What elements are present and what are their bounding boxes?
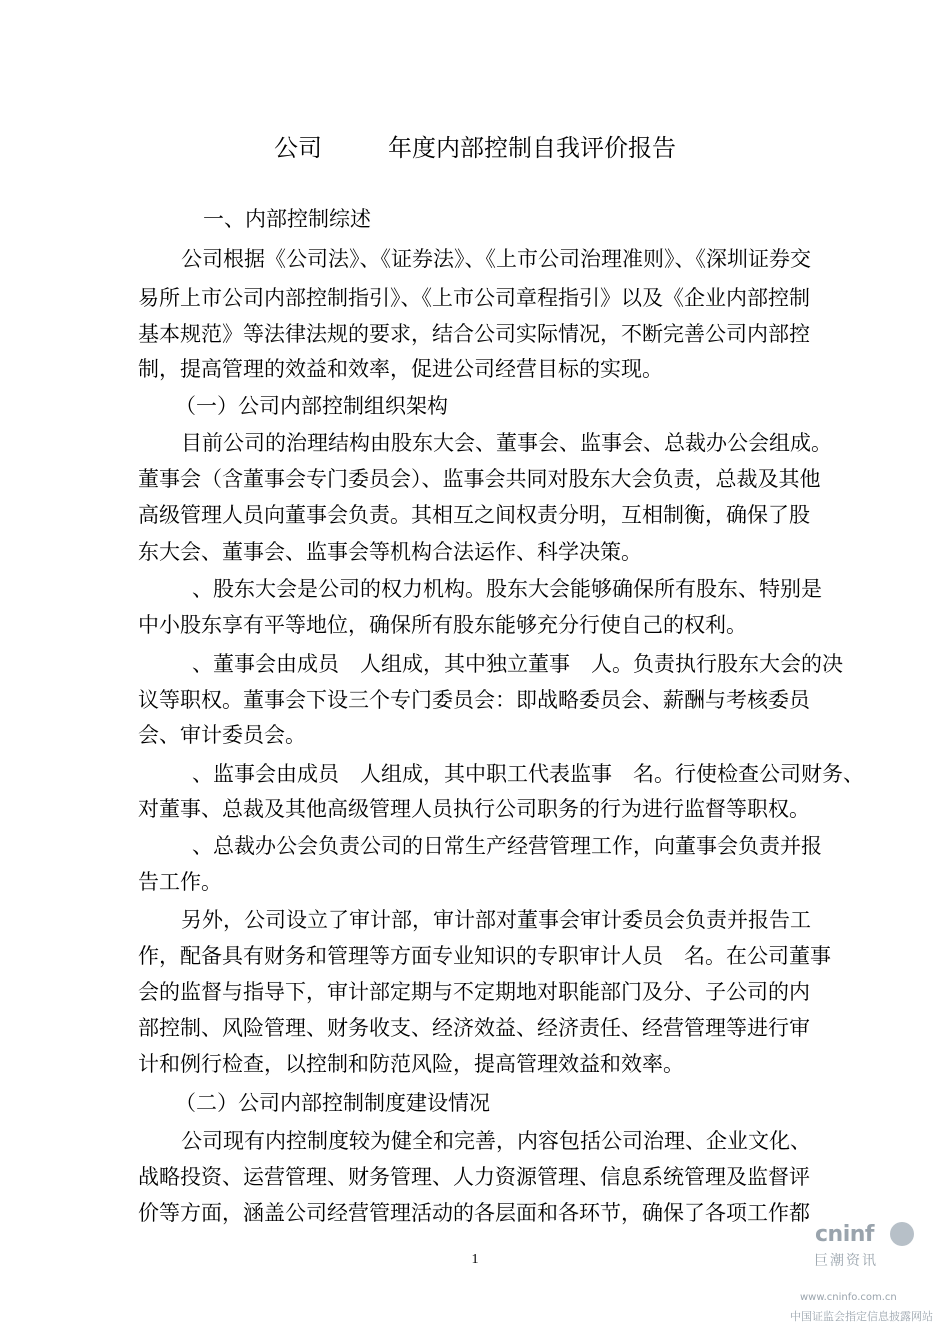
paragraph-line: 、监事会由成员 人组成，其中职工代表监事 名。行使检查公司财务、 (192, 762, 864, 786)
page-number: 1 (471, 1252, 479, 1267)
logo-url: www.cninfo.com.cn (800, 1292, 897, 1303)
paragraph-line: 、股东大会是公司的权力机构。股东大会能够确保所有股东、特别是 (192, 577, 822, 601)
paragraph-line: 制，提高管理的效益和效率，促进公司经营目标的实现。 (138, 357, 663, 381)
title-company: 公司 (274, 134, 322, 162)
report-title (0, 128, 950, 163)
logo-swirl-icon (890, 1222, 914, 1246)
paragraph-line: 中小股东享有平等地位，确保所有股东能够充分行使自己的权利。 (138, 613, 747, 637)
paragraph-line: 、董事会由成员 人组成，其中独立董事 人。负责执行股东大会的决 (192, 652, 843, 676)
paragraph-line: 高级管理人员向董事会负责。其相互之间权责分明，互相制衡，确保了股 (138, 503, 810, 527)
logo-chinese-name: 巨潮资讯 (814, 1253, 878, 1269)
title-report-name: 年度内部控制自我评价报告 (388, 134, 676, 162)
paragraph-line: 目前公司的治理结构由股东大会、董事会、监事会、总裁办公会组成。 (181, 431, 832, 455)
paragraph-line: 易所上市公司内部控制指引》、《上市公司章程指引》以及《企业内部控制 (138, 286, 810, 310)
logo-footnote: 中国证监会指定信息披露网站 (790, 1310, 933, 1323)
paragraph-line: 董事会（含董事会专门委员会）、监事会共同对股东大会负责，总裁及其他 (138, 467, 821, 491)
paragraph-line: 另外，公司设立了审计部，审计部对董事会审计委员会负责并报告工 (181, 908, 811, 932)
paragraph-line: 价等方面，涵盖公司经营管理活动的各层面和各环节，确保了各项工作都 (138, 1201, 810, 1225)
paragraph-line: 对董事、总裁及其他高级管理人员执行公司职务的行为进行监督等职权。 (138, 797, 810, 821)
logo-wordmark: cninf (815, 1222, 874, 1247)
paragraph-line: 、总裁办公会负责公司的日常生产经营管理工作，向董事会负责并报 (192, 834, 822, 858)
subsection-heading: （二）公司内部控制制度建设情况 (175, 1091, 490, 1115)
paragraph-line: 议等职权。董事会下设三个专门委员会：即战略委员会、薪酬与考核委员 (138, 688, 810, 712)
subsection-heading: （一）公司内部控制组织架构 (175, 394, 448, 418)
paragraph-line: 公司根据《公司法》、《证券法》、《上市公司治理准则》、《深圳证券交 (181, 247, 811, 271)
paragraph-line: 公司现有内控制度较为健全和完善，内容包括公司治理、企业文化、 (181, 1129, 811, 1153)
paragraph-line: 作，配备具有财务和管理等方面专业知识的专职审计人员 名。在公司董事 (138, 944, 831, 968)
paragraph-line: 告工作。 (138, 870, 222, 894)
paragraph-line: 计和例行检查，以控制和防范风险，提高管理效益和效率。 (138, 1052, 684, 1076)
section-heading: 一、内部控制综述 (203, 207, 371, 231)
paragraph-line: 会的监督与指导下，审计部定期与不定期地对职能部门及分、子公司的内 (138, 980, 810, 1004)
paragraph-line: 战略投资、运营管理、财务管理、人力资源管理、信息系统管理及监督评 (138, 1165, 810, 1189)
paragraph-line: 会、审计委员会。 (138, 723, 306, 747)
cninfo-watermark-logo (790, 1222, 940, 1342)
paragraph-line: 东大会、董事会、监事会等机构合法运作、科学决策。 (138, 540, 642, 564)
paragraph-line: 部控制、风险管理、财务收支、经济效益、经济责任、经营管理等进行审 (138, 1016, 810, 1040)
paragraph-line: 基本规范》等法律法规的要求，结合公司实际情况，不断完善公司内部控 (138, 322, 810, 346)
